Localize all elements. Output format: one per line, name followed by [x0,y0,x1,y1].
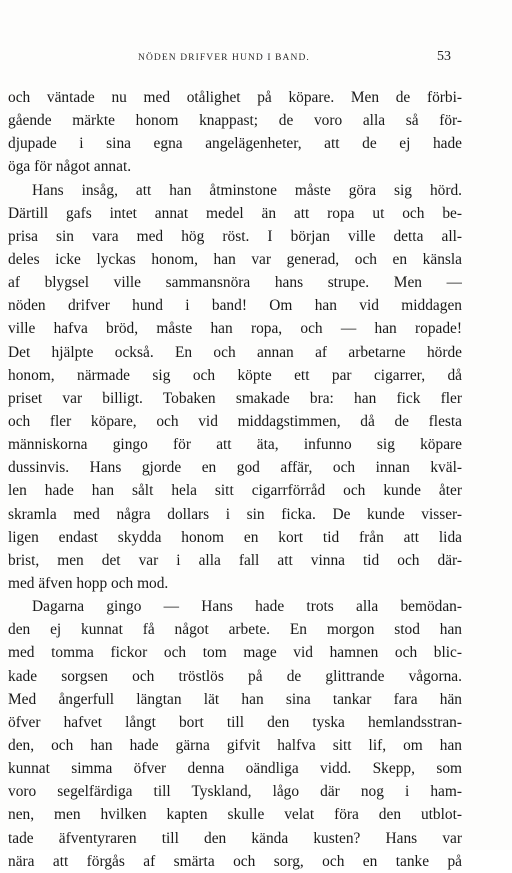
text-line: tade äfventyraren till den kända kusten? Hans var [8,829,462,847]
text-line: öfver hafvet långt bort till den tyska hemlandsstran- [8,713,462,731]
running-head [0,47,512,67]
page-number: 53 [437,49,451,64]
text-line: honom, närmade sig och köpte ett par cigarrer, då [8,366,462,384]
text-line: och fler köpare, och vid middagstimmen, då de flesta [8,412,462,430]
text-line: prisa sin vara med hög röst. I början ville detta all- [8,227,462,245]
text-line: nöden drifver hund i band! Om han vid middagen [8,297,462,315]
text-line: ligen endast skydda honom en kort tid från att lida [8,528,462,546]
text-line: kade sorgsen och tröstlös på de glittrande vågorna. [8,667,462,685]
running-title: NÖDEN DRIFVER HUND I BAND. [138,53,310,63]
text-line: len hade han sålt hela sitt cigarrförråd och kunde åter [8,482,462,500]
text-line: dussinvis. Hans gjorde en god affär, och innan kväl- [8,459,462,477]
text-line: Dagarna gingo — Hans hade trots alla bemödan- [32,598,462,616]
text-line: med äfven hopp och mod. [8,574,169,592]
text-line: nen, men hvilken kapten skulle velat föra den utblot- [8,806,462,824]
text-line: djupade i sina egna angelägenheter, att de ej hade [8,135,462,153]
text-line: deles icke lyckas honom, han var generad, och en känsla [8,250,462,268]
text-line: den, och han hade gärna gifvit halfva sitt lif, om han [8,736,462,754]
text-line: nära att förgås af smärta och sorg, och en tanke på [8,852,462,870]
text-line: voro segelfärdiga till Tyskland, lågo där nog i ham- [8,783,462,801]
text-line: skramla med några dollars i sin ficka. De kunde visser- [8,505,462,523]
text-line: människorna gingo för att äta, infunno sig köpare [8,436,462,454]
text-line: priset var billigt. Tobaken smakade bra: han fick fler [8,389,462,407]
text-line: ville hafva bröd, måste han ropa, och — han ropade! [8,320,462,338]
text-line: af blygsel ville sammansnöra hans strupe. Men — [8,274,462,292]
text-line: Därtill gafs intet annat medel än att ropa ut och be- [8,204,462,222]
text-line: gående märkte honom knappast; de voro alla så för- [8,112,462,130]
body-text [8,86,462,873]
text-line: Hans insåg, att han åtminstone måste göra sig hörd. [32,181,462,199]
text-line: den ej kunnat få något arbete. En morgon stod han [8,621,462,639]
text-line: Det hjälpte också. En och annan af arbetarne hörde [8,343,462,361]
text-line: kunnat simma öfver denna oändliga vidd. Skepp, som [8,760,462,778]
text-line: med tomma fickor och tom mage vid hamnen och blic- [8,644,462,662]
text-line: öga för något annat. [8,158,132,176]
text-line: Med ångerfull längtan lät han sina tankar fara hän [8,690,462,708]
text-line: och väntade nu med otålighet på köpare. Men de förbi- [8,89,462,106]
text-line: brist, men det var i alla fall att vinna tid och där- [8,551,462,569]
